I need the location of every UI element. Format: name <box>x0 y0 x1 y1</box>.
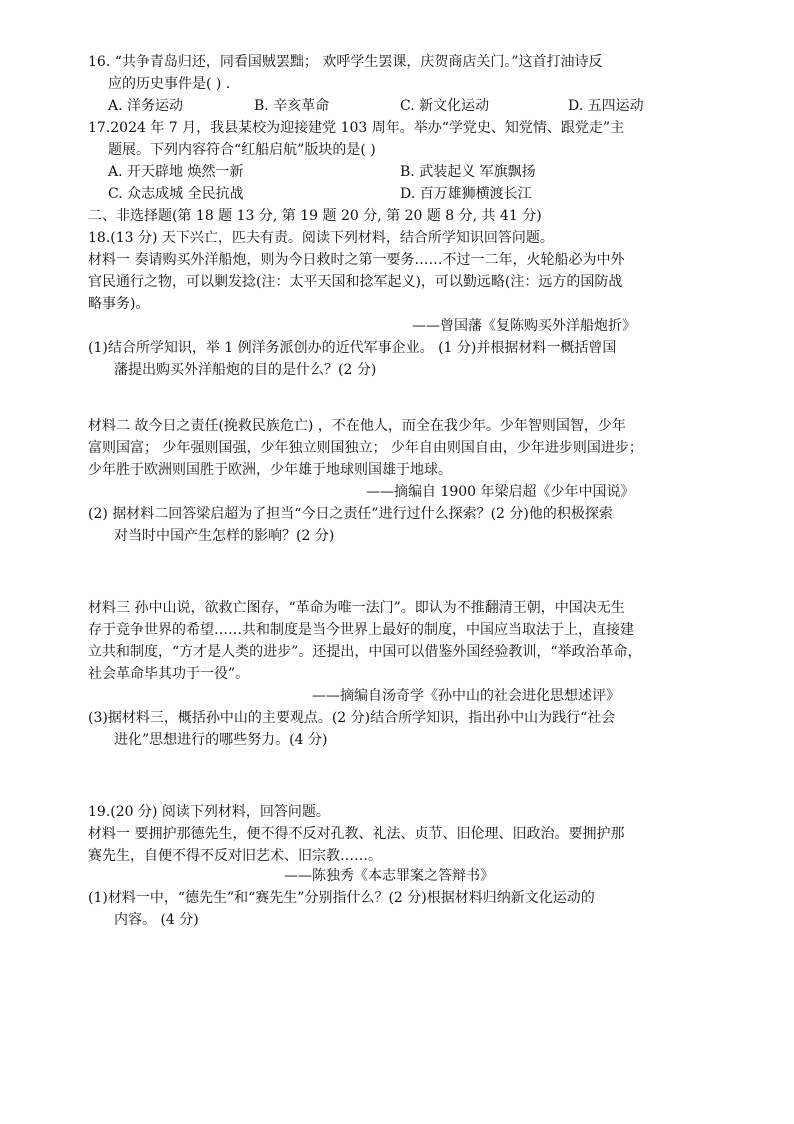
q19-subq1-line1: (1)材料一中，“德先生”和“赛先生”分别指什么？(2 分)根据材料归纳新文化运动的 <box>88 890 595 906</box>
q18-material3-line4: 社会革命毕其功于一役”。 <box>88 666 250 682</box>
q18-subq2-line2: 对当时中国产生怎样的影响？(2 分) <box>114 528 335 544</box>
q17-option-c: C. 众志成城 全民抗战 <box>108 186 244 202</box>
q18-material1-citation: ——曾国藩《复陈购买外洋船炮折》 <box>412 318 636 334</box>
q19-material1-line2: 赛先生，自便不得不反对旧艺术、旧宗教……。 <box>88 848 382 864</box>
q18-subq2-line1: (2) 据材料二回答梁启超为了担当“今日之责任”进行过什么探索？(2 分)他的积极探索 <box>88 506 613 522</box>
q16-option-c: C. 新文化运动 <box>400 98 490 114</box>
q18-material1-line2: 官民通行之物，可以剿发捻(注：太平天国和捻军起义)，可以勤远略(注：远方的国防战 <box>88 274 623 290</box>
q19-subq1-line2: 内容。 (4 分) <box>114 912 199 928</box>
q16-option-d: D. 五四运动 <box>568 98 644 114</box>
q17-stem-line2: 题展。下列内容符合“红船启航”版块的是( ) <box>108 142 376 158</box>
q18-subq3-line2: 进化”思想进行的哪些努力。(4 分) <box>114 732 328 748</box>
q18-intro: 18.(13 分) 天下兴亡，匹夫有责。阅读下列材料，结合所学知识回答问题。 <box>88 230 554 246</box>
q18-material2-line3: 少年胜于欧洲则国胜于欧洲，少年雄于地球则国雄于地球。 <box>88 462 452 478</box>
q19-material1-citation: ——陈独秀《本志罪案之答辩书》 <box>284 868 494 884</box>
q16-stem-line1: 16. “共争青岛归还，同看国贼罢黜； 欢呼学生罢课，庆贺商店关门。”这首打油诗反 <box>88 54 603 70</box>
q18-material3-line3: 立共和制度，“方才是人类的进步”。还提出，中国可以借鉴外国经验教训，“举政治革命， <box>88 644 642 660</box>
q16-option-a: A. 洋务运动 <box>108 98 184 114</box>
q18-material3-line1: 材料三 孙中山说，欲救亡图存，“革命为唯一法门”。即认为不推翻清王朝，中国决无生 <box>88 600 625 616</box>
q19-material1-line1: 材料一 要拥护那德先生，便不得不反对孔教、礼法、贞节、旧伦理、旧政治。要拥护那 <box>88 826 625 842</box>
q18-material2-citation: ——摘编自 1900 年梁启超《少年中国说》 <box>366 484 635 500</box>
q18-subq1-line1: (1)结合所学知识，举 1 例洋务派创办的近代军事企业。 (1 分)并根据材料一概括曾国 <box>88 340 617 356</box>
q17-option-b: B. 武装起义 军旗飘扬 <box>400 164 536 180</box>
q18-material1-line3: 略事务)。 <box>88 296 150 312</box>
q16-stem-line2: 应的历史事件是( ) . <box>108 76 231 92</box>
q18-material2-line1: 材料二 故今日之责任(挽救民族危亡) ，不在他人，而全在我少年。少年智则国智，少年 <box>88 418 626 434</box>
q18-material2-line2: 富则国富； 少年强则国强，少年独立则国独立； 少年自由则国自由，少年进步则国进步； <box>88 440 643 456</box>
q18-subq3-line1: (3)据材料三，概括孙中山的主要观点。(2 分)结合所学知识，指出孙中山为践行“社会 <box>88 710 616 726</box>
q16-option-b: B. 辛亥革命 <box>254 98 330 114</box>
section2-heading: 二、非选择题(第 18 题 13 分, 第 19 题 20 分, 第 20 题 8 分, 共 41 分) <box>88 208 542 224</box>
q18-material1-line1: 材料一 奏请购买外洋船炮，则为今日救时之第一要务……不过一二年，火轮船必为中外 <box>88 252 625 268</box>
q18-material3-citation: ——摘编自汤奇学《孙中山的社会进化思想述评》 <box>312 688 620 704</box>
q18-material3-line2: 存于竞争世界的希望……共和制度是当今世界上最好的制度，中国应当取法于上，直接建 <box>88 622 634 638</box>
q19-intro: 19.(20 分) 阅读下列材料，回答问题。 <box>88 804 330 820</box>
q18-subq1-line2: 藩提出购买外洋船炮的目的是什么？(2 分) <box>114 362 377 378</box>
q17-stem-line1: 17.2024 年 7 月，我县某校为迎接建党 103 周年。举办“学党史、知党情、跟党走”主 <box>88 120 625 136</box>
q17-option-d: D. 百万雄狮横渡长江 <box>400 186 532 202</box>
q17-option-a: A. 开天辟地 焕然一新 <box>108 164 244 180</box>
